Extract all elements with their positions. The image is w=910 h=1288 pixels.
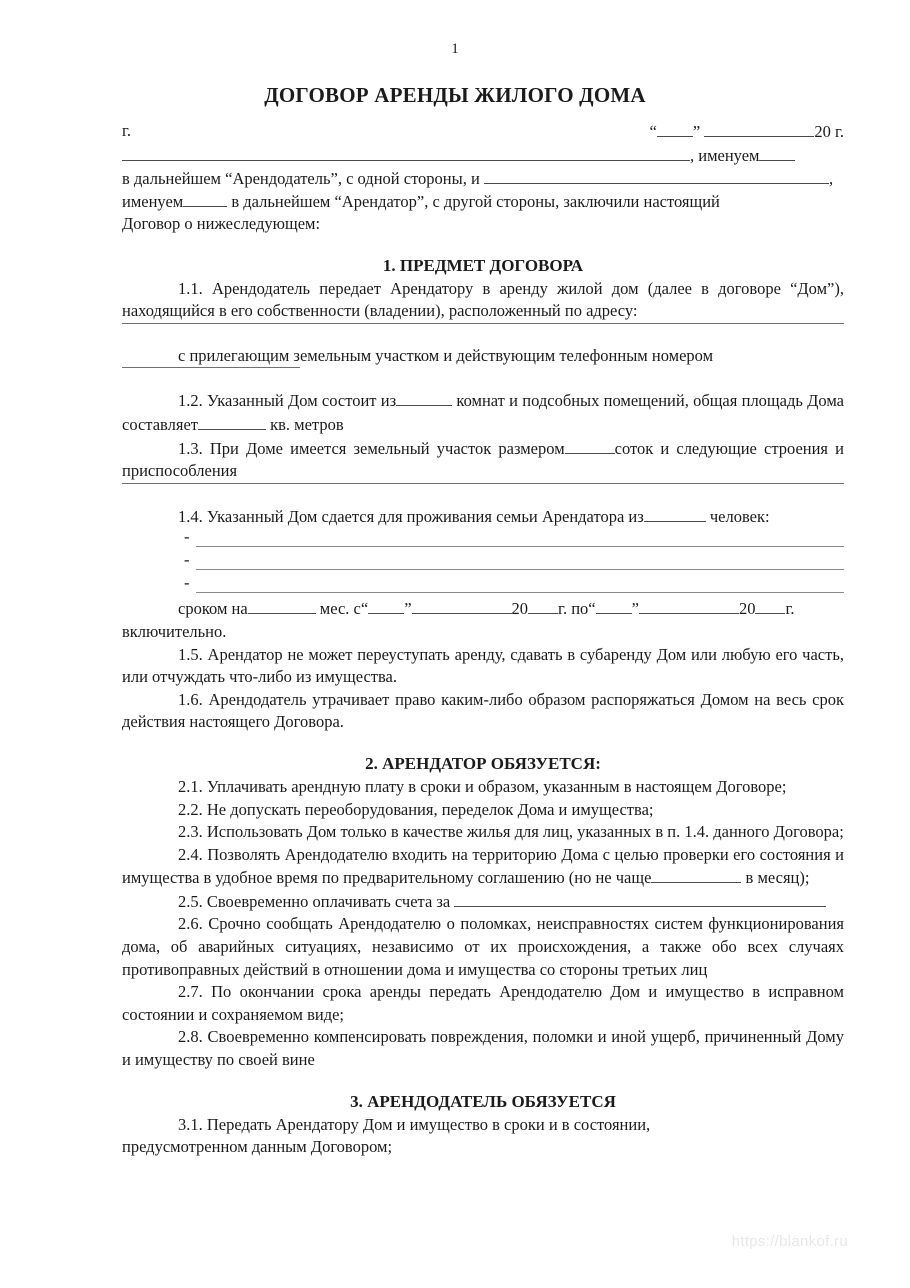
landlord-gender-blank[interactable]: [759, 144, 795, 161]
bullet-dash-icon: -: [184, 573, 190, 593]
quote-open: “: [360, 599, 369, 619]
clause-1-5: 1.5. Арендатор не может переуступать аренду, сдавать в субаренду Дом или любую его часть, или отчуждать что-либо из имущества.: [122, 644, 844, 687]
section-1-heading: 1. ПРЕДМЕТ ДОГОВОРА: [382, 255, 584, 275]
clause-2-8: 2.8. Своевременно компенсировать повреждения, поломки и иной ущерб, причиненный Дому и имуществу по своей вине: [122, 1027, 844, 1070]
tenant-gender-blank[interactable]: [183, 190, 227, 207]
term-label: сроком на: [178, 599, 248, 619]
clause-1-4: [122, 505, 844, 529]
total-area-blank[interactable]: [198, 413, 266, 430]
quote-close: ”: [404, 599, 412, 619]
lease-term-row: [122, 597, 844, 621]
clause-1-3-text-b: соток и следующие строения и приспособления: [122, 438, 845, 481]
landlord-name-row: [122, 144, 844, 167]
end-year-suffix: г.: [785, 599, 795, 619]
clause-1-2: [122, 389, 844, 436]
clause-2-3: 2.3. Использовать Дом только в качестве жилья для лиц, указанных в п. 1.4. данного Договора;: [178, 822, 844, 842]
landlord-tenant-row: [122, 167, 844, 190]
structures-blank[interactable]: [122, 483, 844, 484]
term-from-label: мес. с: [319, 599, 361, 619]
day-blank[interactable]: [657, 120, 693, 137]
clause-1-2-text-b: комнат и подсобных помещений, общая площадь Дома составляет: [122, 391, 844, 434]
structures-blank-row: [122, 483, 844, 505]
section-2-heading: 2. АРЕНДАТОР ОБЯЗУЕТСЯ:: [365, 753, 601, 773]
tenant-label: именуем: [122, 192, 184, 211]
city-label: г.: [122, 121, 132, 140]
family-member-row: [122, 528, 844, 551]
clause-2-7: 2.7. По окончании срока аренды передать Арендодателю Дом и имущество в исправном состоянии и сохраняемом виде;: [122, 982, 844, 1024]
quote-open: “: [588, 599, 596, 619]
clause-2-5-text: 2.5. Своевременно оплачивать счета за: [178, 891, 451, 911]
quote-close: ”: [692, 122, 701, 141]
clause-2-5: [122, 890, 844, 914]
clause-1-1-note: с прилегающим земельным участком и действующим телефонным номером: [178, 345, 714, 365]
year-prefix: 20: [814, 122, 831, 141]
year-suffix: г.: [834, 122, 844, 141]
tenant-designation-text: в дальнейшем “Арендатор”, с другой стороны, заключили настоящий: [231, 192, 720, 211]
document-body: [122, 120, 844, 1159]
clause-1-4-text-b: человек:: [709, 506, 770, 526]
clause-2-2: 2.2. Не допускать переоборудования, переделок Дома и имущества;: [178, 799, 654, 819]
month-blank[interactable]: [704, 120, 814, 137]
start-year-prefix: 20: [511, 599, 529, 619]
clause-2-1: 2.1. Уплачивать арендную плату в сроки и образом, указанным в настоящем Договоре;: [178, 776, 787, 796]
family-member-row: [122, 551, 844, 574]
clause-3-1-line-1: 3.1. Передать Арендатору Дом и имущество в сроки и в состоянии,: [178, 1114, 651, 1134]
clause-1-2-text-a: 1.2. Указанный Дом состоит из: [178, 391, 397, 411]
landlord-designation-text: в дальнейшем “Арендодатель”, с одной стороны, и: [122, 169, 480, 188]
utility-bills-blank[interactable]: [454, 890, 826, 907]
clause-1-3-text-a: 1.3. При Доме имеется земельный участок размером: [178, 438, 565, 458]
rooms-count-blank[interactable]: [396, 389, 452, 406]
landlord-suffix: , именуем: [690, 146, 760, 165]
landlord-line-end: ,: [828, 169, 834, 188]
clause-2-4-text-a: 2.4. Позволять Арендодателю входить на территорию Дома с целью проверки его состояния и имущества в удобное время по предварительному соглашению (но не чаще: [122, 844, 844, 888]
phone-blank-row: [122, 367, 844, 389]
landlord-name-blank[interactable]: [122, 144, 690, 161]
end-month-blank[interactable]: [639, 597, 739, 614]
family-member-blank-3[interactable]: [196, 592, 844, 593]
lease-term-inclusive: включительно.: [122, 621, 227, 641]
document-title: ДОГОВОР АРЕНДЫ ЖИЛОГО ДОМА: [264, 83, 646, 107]
term-months-blank[interactable]: [248, 597, 316, 614]
family-member-blank-2[interactable]: [196, 569, 844, 570]
page-number: 1: [451, 41, 459, 57]
clause-1-6: 1.6. Арендодатель утрачивает право каким-либо образом распоряжаться Домом на весь срок действия настоящего Договора.: [122, 689, 844, 732]
clause-2-6: 2.6. Срочно сообщать Арендодателю о поломках, неисправностях систем функционирования дома, об аварийных ситуациях, независимо от их происхождения, а также обо всех случаях противоправных действий в отношении дома и имущества со стороны третьих лиц: [122, 914, 844, 979]
term-to-label: г. по: [558, 599, 589, 619]
address-blank-row: [122, 323, 844, 345]
family-count-blank[interactable]: [644, 505, 706, 522]
contract-preamble-end: Договор о нижеследующем:: [122, 214, 321, 233]
family-member-row: [122, 574, 844, 597]
clause-1-4-text-a: 1.4. Указанный Дом сдается для проживания семьи Арендатора из: [178, 506, 644, 526]
clause-2-4: [122, 844, 844, 890]
quote-open: “: [649, 122, 657, 141]
bullet-dash-icon: -: [184, 527, 190, 547]
tenant-name-blank[interactable]: [484, 167, 829, 184]
end-year-blank[interactable]: [755, 597, 785, 614]
family-member-blank-1[interactable]: [196, 546, 844, 547]
address-blank[interactable]: [122, 323, 844, 324]
visit-frequency-blank[interactable]: [651, 866, 741, 883]
start-month-blank[interactable]: [412, 597, 512, 614]
clause-1-1: 1.1. Арендодатель передает Арендатору в аренду жилой дом (далее в договоре “Дом”), находящийся в его собственности (владении), расположенный по адресу:: [122, 278, 844, 321]
site-watermark: https://blankof.ru: [731, 1233, 848, 1250]
phone-blank[interactable]: [122, 367, 300, 368]
date-group: [650, 120, 844, 143]
start-year-blank[interactable]: [528, 597, 558, 614]
contract-header-row: [122, 120, 844, 144]
clause-3-1-line-2: предусмотренном данным Договором;: [122, 1137, 393, 1157]
section-3-heading: 3. АРЕНДОДАТЕЛЬ ОБЯЗУЕТСЯ: [350, 1091, 616, 1111]
clause-1-3: [122, 437, 844, 483]
land-size-blank[interactable]: [565, 437, 615, 454]
bullet-dash-icon: -: [184, 550, 190, 570]
quote-close: ”: [631, 599, 639, 619]
tenant-designation-row: [122, 190, 844, 213]
clause-2-4-text-b: в месяц);: [745, 868, 810, 888]
start-day-blank[interactable]: [368, 597, 404, 614]
clause-1-2-text-c: кв. метров: [270, 414, 344, 434]
end-year-prefix: 20: [738, 599, 756, 619]
end-day-blank[interactable]: [596, 597, 632, 614]
